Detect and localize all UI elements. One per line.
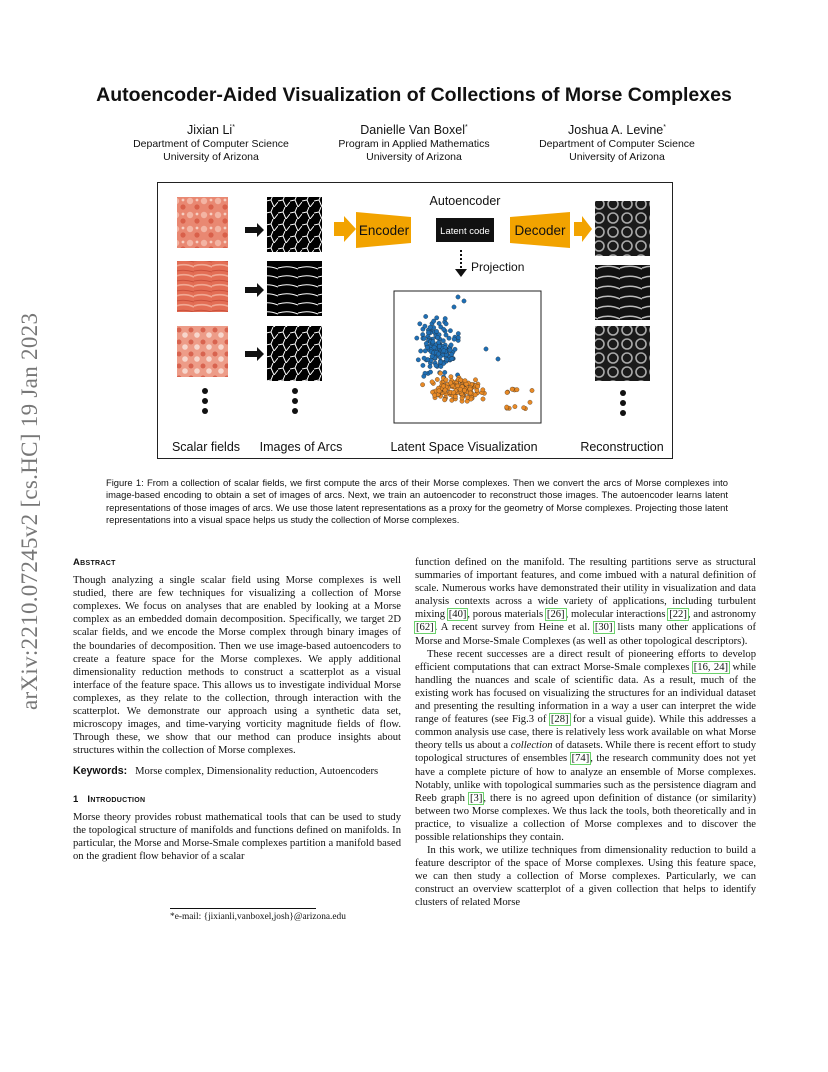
arc-image-thumbnail xyxy=(267,261,322,316)
scatter-point xyxy=(481,397,485,401)
scatter-point xyxy=(442,349,446,353)
scatter-point xyxy=(424,341,428,345)
scatter-point xyxy=(436,352,440,356)
scatter-point xyxy=(462,299,466,303)
scatter-point xyxy=(452,305,456,309)
scatter-point xyxy=(422,336,426,340)
scalar-field-thumbnail xyxy=(177,197,228,248)
scatter-point xyxy=(426,331,430,335)
projection-label: Projection xyxy=(471,260,525,274)
keywords-label: Keywords: xyxy=(73,765,128,778)
scatter-point xyxy=(424,314,428,318)
section-number: 1 xyxy=(73,793,79,805)
author-institution: University of Arizona xyxy=(366,151,462,164)
scatter-point xyxy=(423,324,427,328)
scatter-point xyxy=(481,388,485,392)
scatter-point xyxy=(442,398,446,402)
citation-link[interactable]: [22] xyxy=(669,609,687,621)
author-name: Danielle Van Boxel xyxy=(360,123,465,138)
scatter-point xyxy=(432,345,436,349)
scatter-point xyxy=(437,344,441,348)
paper-title: Autoencoder-Aided Visualization of Collections of Morse Complexes xyxy=(96,84,732,106)
scatter-point xyxy=(496,357,500,361)
author-block-2 xyxy=(314,120,514,164)
teaser-figure xyxy=(157,182,673,459)
intro-paragraph-1: Morse theory provides robust mathematical tools that can be used to study the topological structure of manifolds and functions defined on manifolds. In particular, the Morse and Morse-Smale complexes partition a manifold based on the gradient flow behavior of a scalar xyxy=(73,811,401,862)
citation-link[interactable]: [62] xyxy=(416,622,434,634)
scatter-point xyxy=(415,336,419,340)
author-footnote-mark: * xyxy=(663,124,666,131)
scatter-point xyxy=(430,380,434,384)
arc-image-thumbnail xyxy=(267,326,322,381)
author-footnote-mark: * xyxy=(232,124,235,131)
scatter-point xyxy=(443,388,447,392)
intro-paragraph-2: These recent successes are a direct result of pioneering efforts to develop efficient computations that can extract Morse-Smale complexes [16, 24] while handling the nuances and scale of scientific data. As a result, much of the existing work has focused on visualizing the structures for an individual dataset and presenting the resulting information in a way a user can interpret the wide range of features (see Fig.3 of [28] for a visual guide). While this addresses a common analysis use case, there is relatively less work available on what Morse theory tells us about a collection of datasets. While there is recent effort to study topological structures of ensembles [74], the research community does not yet have a complete picture of how to analyze an ensemble of Morse complexes. Notably, unlike with topological summaries such as the persistence diagram and Reeb graph [3], there is no agreed upon definition of distance (or similarity) between two Morse complexes. We thus lack the tools, both theoretically and in practice, to visualize a collection of Morse complexes and to discover the possible relationships they contain. xyxy=(415,648,756,843)
scatter-point xyxy=(528,400,532,404)
scatter-point xyxy=(450,357,454,361)
citation-link[interactable]: [74] xyxy=(571,753,590,765)
author-department: Department of Computer Science xyxy=(133,138,289,151)
citation-link[interactable]: [16, 24] xyxy=(693,661,729,673)
scatter-point xyxy=(437,321,441,325)
arc-image-thumbnail xyxy=(267,197,322,252)
scatter-point xyxy=(466,395,470,399)
scatter-point xyxy=(437,340,441,344)
figure-label-reconstruction: Reconstruction xyxy=(580,440,664,454)
citation-link[interactable]: [40] xyxy=(448,609,467,621)
scatter-point xyxy=(448,329,452,333)
scatter-point xyxy=(448,381,452,385)
scatter-point xyxy=(510,387,514,391)
scatter-point xyxy=(505,405,509,409)
footnote-rule xyxy=(170,908,316,909)
scatter-point xyxy=(459,378,463,382)
scatter-point xyxy=(530,388,534,392)
author-department: Program in Applied Mathematics xyxy=(338,138,490,151)
reconstruction-thumbnail xyxy=(595,326,650,381)
scatter-point xyxy=(505,390,509,394)
arrow-icon xyxy=(245,347,264,361)
scatter-point xyxy=(434,363,438,367)
footnote-email: *e-mail: {jixianli,vanboxel,josh}@arizona.edu xyxy=(170,912,346,922)
figure-caption: Figure 1: From a collection of scalar fields, we first compute the arcs of their Morse complexes. Then we convert the arcs of Morse complexes into image-based encoding to obtain a set of images of arcs. Next, we train an autoencoder to reconstruct those images. The autoencoder learns latent representations of those images of arcs. We use those latent representations as a proxy for the geometry of Morse complexes. Projecting those latent representations into a visual space helps us study the collection of Morse complexes. xyxy=(106,477,728,525)
scatter-point xyxy=(441,384,445,388)
intro-heading xyxy=(73,793,401,806)
scatter-point xyxy=(420,383,424,387)
scatter-point xyxy=(463,379,467,383)
scatter-point xyxy=(439,360,443,364)
keywords xyxy=(73,765,401,778)
scatter-point xyxy=(422,356,426,360)
scatter-point xyxy=(449,375,453,379)
author-institution: University of Arizona xyxy=(163,151,259,164)
scatter-point xyxy=(428,325,432,329)
scatter-point xyxy=(428,364,432,368)
intro-paragraph-1-cont: function defined on the manifold. The resulting partitions serve as structural summaries of important features, and come imbued with a natural definition of scale. Numerous works have demonstrated their utility in visualization and data analysis contexts across a wide variety of applications, including turbulent mixing [40], porous materials [26], molecular interactions [22], and astronomy [62]. A recent survey from Heine et al. [30] lists many other applications of Morse and Morse-Smale Complexes (as well as other topological descriptors). xyxy=(415,557,756,647)
section-title: Introduction xyxy=(87,793,146,805)
scatter-point xyxy=(445,358,449,362)
abstract-heading: Abstract xyxy=(73,557,116,568)
citation-link[interactable]: [30] xyxy=(594,622,613,634)
figure-pipeline-diagram xyxy=(158,183,672,458)
figure-label-latent-space: Latent Space Visualization xyxy=(390,440,538,454)
scatter-point xyxy=(447,336,451,340)
scatter-point xyxy=(475,388,479,392)
citation-link[interactable]: [3] xyxy=(470,792,483,804)
citation-link[interactable]: [26] xyxy=(546,609,565,621)
encoder-label: Encoder xyxy=(358,223,410,238)
scatter-point xyxy=(448,348,452,352)
left-column xyxy=(73,556,401,863)
right-column xyxy=(415,556,756,910)
scatter-point xyxy=(435,316,439,320)
reconstruction-thumbnail xyxy=(595,201,650,256)
figure-label-images-of-arcs: Images of Arcs xyxy=(259,440,343,454)
scatter-point xyxy=(442,327,446,331)
intro-paragraph-3: In this work, we utilize techniques from dimensionality reduction to build a feature descriptor of the space of Morse complexes. Using this feature space, we can then study a collection of Morse complexes. Particularly, we can construct an overview scatterplot of a given collection that helps to identify clusters of related Morse xyxy=(415,845,756,909)
arxiv-identifier-stamp: arXiv:2210.07245v2 [cs.HC] 19 Jan 2023 xyxy=(17,312,42,710)
scatter-point xyxy=(435,377,439,381)
scatter-point xyxy=(431,340,435,344)
scatter-point xyxy=(456,295,460,299)
scatter-point xyxy=(522,406,526,410)
scalar-field-thumbnail xyxy=(177,326,228,377)
author-name: Joshua A. Levine xyxy=(568,123,664,138)
scatter-point xyxy=(419,349,423,353)
citation-link[interactable]: [28] xyxy=(550,714,569,726)
scatter-point xyxy=(441,339,445,343)
reconstruction-thumbnail xyxy=(595,265,650,320)
arrow-icon xyxy=(245,223,264,237)
scatter-point xyxy=(438,371,442,375)
figure-label-scalar-fields: Scalar fields xyxy=(171,440,241,454)
author-footnote-mark: * xyxy=(464,124,468,131)
scatter-point xyxy=(515,388,519,392)
scatter-point xyxy=(476,384,480,388)
scatter-point xyxy=(458,387,462,391)
scatter-point xyxy=(430,354,434,358)
scatter-point xyxy=(443,316,447,320)
scatter-point xyxy=(456,335,460,339)
arrow-icon xyxy=(574,216,592,242)
scatter-point xyxy=(450,352,454,356)
author-block-1 xyxy=(111,120,311,164)
scatter-point xyxy=(432,393,436,397)
scatter-point xyxy=(473,378,477,382)
author-block-3 xyxy=(517,120,717,164)
scatter-point xyxy=(416,358,420,362)
scatter-point xyxy=(456,331,460,335)
scatter-point xyxy=(444,322,448,326)
scatter-point xyxy=(513,404,517,408)
author-department: Department of Computer Science xyxy=(539,138,695,151)
scatter-point xyxy=(452,391,456,395)
scatter-point xyxy=(418,322,422,326)
scatter-point xyxy=(468,391,472,395)
scatter-point xyxy=(443,370,447,374)
abstract-text: Though analyzing a single scalar field using Morse complexes is well studied, there are few techniques for visualizing a collection of Morse complexes. We focus on analyses that are enabled by looking at a Morse complex as an embedded domain decomposition. Specifically, we target 2D scalar fields, and we encode the Morse complex through binary images of the boundaries of decomposition. Then we use image-based autoencoders to create a feature space for the Morse complexes. We apply additional dimensionality reduction methods to construct a scatterplot as a visual interface of the feature space. This allows us to investigate individual Morse complexes, as they relate to the collection, through interaction with the scatterplot. We demonstrate our approach using a synthetic data set, microscopy images, and time-varying vorticity magnitude fields of flow. Through these, we show that our method can produce insights about structures within the collection of Morse complexes. xyxy=(73,575,401,757)
autoencoder-label: Autoencoder xyxy=(429,194,501,208)
projection-arrow-icon xyxy=(455,269,467,277)
arrow-icon xyxy=(334,216,356,242)
author-name: Jixian Li xyxy=(187,123,233,138)
latent-code-label: Latent code xyxy=(440,226,490,237)
scatter-point xyxy=(437,389,441,393)
scatter-point xyxy=(453,394,457,398)
scatter-point xyxy=(428,370,432,374)
scatter-point xyxy=(444,378,448,382)
author-institution: University of Arizona xyxy=(569,151,665,164)
scalar-field-thumbnail xyxy=(177,261,228,312)
scatter-point xyxy=(422,374,426,378)
scatter-point xyxy=(452,337,456,341)
keywords-text: Morse complex, Dimensionality reduction, Autoencoders xyxy=(135,766,379,778)
arrow-icon xyxy=(245,283,264,297)
scatter-point xyxy=(421,363,425,367)
scatter-point xyxy=(453,347,457,351)
scatter-point xyxy=(484,347,488,351)
scatter-point xyxy=(439,364,443,368)
decoder-label: Decoder xyxy=(514,223,566,238)
scatter-point xyxy=(434,329,438,333)
scatter-point xyxy=(449,343,453,347)
scatter-point xyxy=(468,387,472,391)
scatter-point xyxy=(436,335,440,339)
